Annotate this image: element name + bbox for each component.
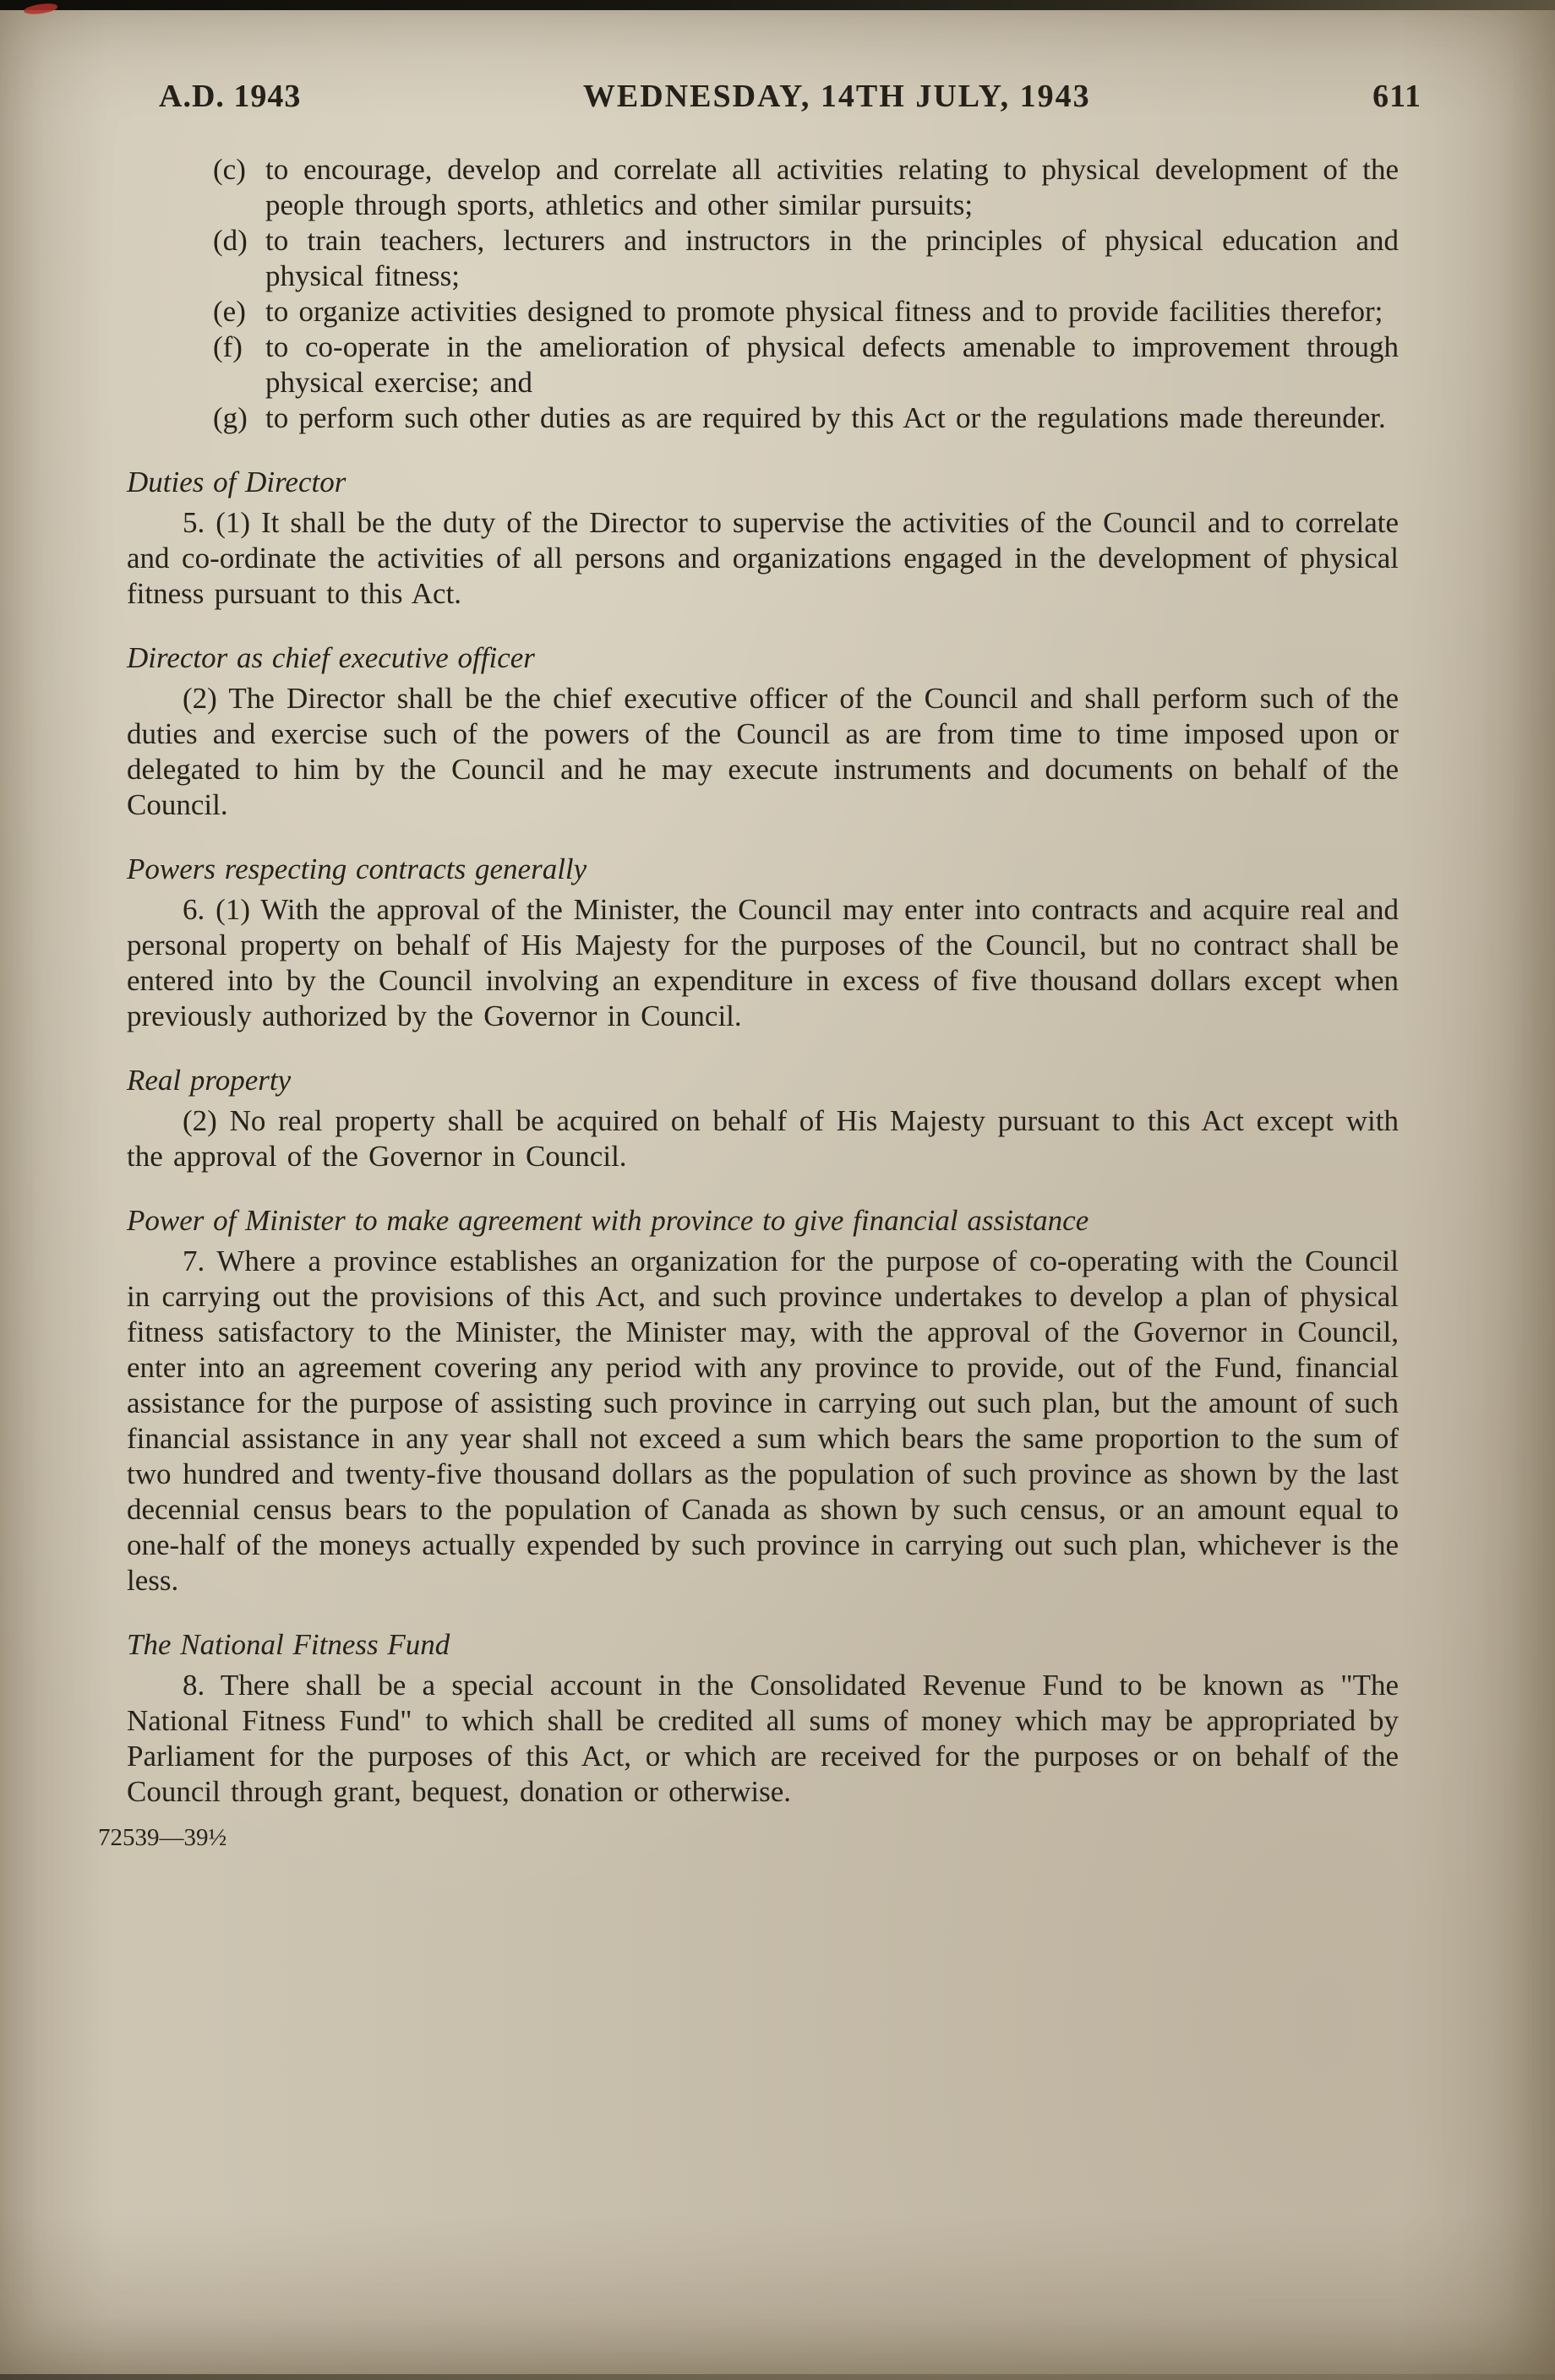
clause-text: to organize activities designed to promote physical fitness and to provide facilities therefor; xyxy=(265,295,1383,328)
section-heading: Director as chief executive officer xyxy=(127,641,535,674)
clause-d xyxy=(127,223,1399,294)
section-heading: Powers respecting contracts generally xyxy=(127,852,587,885)
section-paragraph: 6. (1) With the approval of the Minister, the Council may enter into contracts and acquire real and personal property on behalf of His Majesty for the purposes of the Council, but no contract shall be entered into by the Council involving an expenditure in excess of five thousand dollars except when previously authorized by the Governor in Council. xyxy=(127,893,1399,1032)
clause-text: to train teachers, lecturers and instructors in the principles of physical education and physical fitness; xyxy=(265,224,1399,292)
header-sitting-date: WEDNESDAY, 14TH JULY, 1943 xyxy=(582,79,1091,114)
clause-label: (d) xyxy=(213,224,248,257)
clause-text: to encourage, develop and correlate all activities relating to physical development of the people through sports, athletics and other similar pursuits; xyxy=(265,153,1399,221)
section-paragraph: 5. (1) It shall be the duty of the Director to supervise the activities of the Council and to correlate and co-ordinate the activities of all persons and organizations engaged in the development of physical fitness pursuant to this Act. xyxy=(127,506,1399,610)
clause-list xyxy=(127,152,1399,436)
section-heading: Real property xyxy=(127,1064,292,1097)
clause-label: (f) xyxy=(213,330,243,363)
section-paragraph: (2) The Director shall be the chief executive officer of the Council and shall perform such of the duties and exercise such of the powers of the Council as are from time to time imposed upon or delegated to him by the Council and he may execute instruments and documents on behalf of the Council. xyxy=(127,682,1399,821)
clause-c xyxy=(127,152,1399,223)
clause-e xyxy=(127,294,1399,329)
section-paragraph: (2) No real property shall be acquired on behalf of His Majesty pursuant to this Act except with the approval of the Governor in Council. xyxy=(127,1104,1399,1173)
section-director-chief-executive xyxy=(127,640,1399,823)
section-real-property xyxy=(127,1063,1399,1174)
section-heading: The National Fitness Fund xyxy=(127,1628,450,1661)
page-header xyxy=(0,0,1555,115)
clause-label: (e) xyxy=(213,295,246,328)
clause-text: to co-operate in the amelioration of physical defects amenable to improvement through physical exercise; and xyxy=(265,330,1399,399)
section-minister-agreement xyxy=(127,1203,1399,1598)
page-body xyxy=(0,152,1555,1855)
section-duties-of-director xyxy=(127,465,1399,612)
clause-g xyxy=(127,400,1399,436)
section-heading: Duties of Director xyxy=(127,466,346,498)
clause-label: (c) xyxy=(213,153,246,186)
page-number: 611 xyxy=(1372,79,1421,114)
section-national-fitness-fund xyxy=(127,1627,1399,1810)
section-heading: Power of Minister to make agreement with province to give financial assistance xyxy=(127,1204,1089,1237)
section-paragraph: 8. There shall be a special account in the Consolidated Revenue Fund to be known as "The National Fitness Fund" to which shall be credited all sums of money which may be appropriated by Parliament for the purposes of this Act, or which are received for the purposes or on behalf of the Council through grant, bequest, donation or otherwise. xyxy=(127,1669,1399,1808)
clause-f xyxy=(127,329,1399,400)
header-session-year: A.D. 1943 xyxy=(159,79,302,114)
section-powers-contracts xyxy=(127,852,1399,1034)
clause-label: (g) xyxy=(213,401,248,434)
scan-edge-bottom xyxy=(0,2374,1555,2380)
clause-text: to perform such other duties as are required by this Act or the regulations made thereunder. xyxy=(265,401,1386,434)
scan-edge-top xyxy=(0,0,1555,10)
section-paragraph: 7. Where a province establishes an organization for the purpose of co-operating with the Council in carrying out the provisions of this Act, and such province undertakes to develop a plan of physical fitness satisfactory to the Minister, the Minister may, with the approval of the Governor in Council, enter into an agreement covering any period with any province to provide, out of the Fund, financial assistance for the purpose of assisting such province in carrying out such plan, but the amount of such financial assistance in any year shall not exceed a sum which bears the same proportion to the sum of two hundred and twenty-five thousand dollars as the population of such province as shown by the last decennial census bears to the population of Canada as shown by such census, or an amount equal to one-half of the moneys actually expended by such province in carrying out such plan, whichever is the less. xyxy=(127,1244,1399,1597)
print-order-code: 72539—39½ xyxy=(98,1824,227,1851)
